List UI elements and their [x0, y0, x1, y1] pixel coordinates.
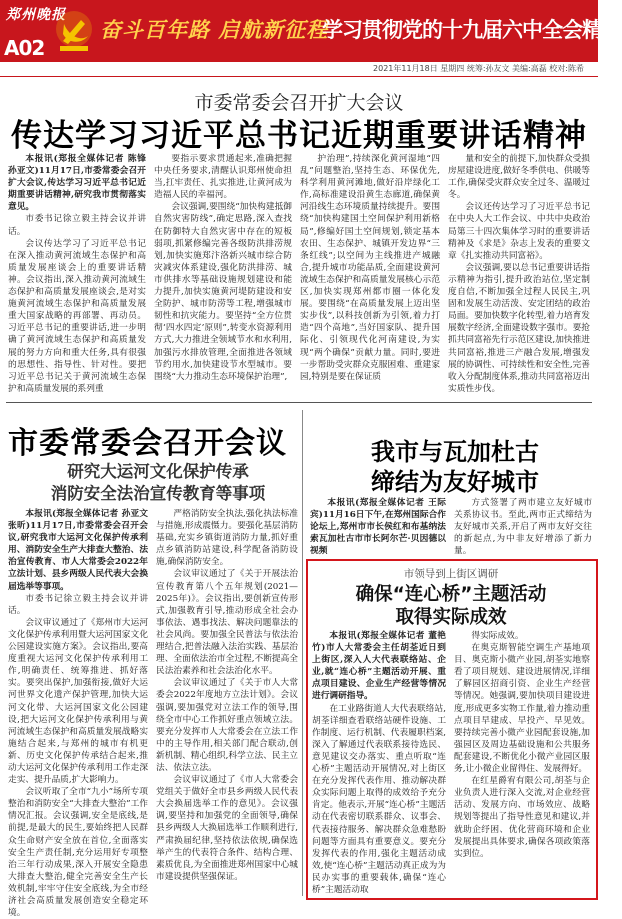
article1-paragraph: 要指示要求贯通起来,准确把握中央任务要求,清醒认识郑州使命担当,扛牢责任、扎实推进,让黄河成为造福人民的幸福河。 [154, 154, 292, 201]
article4-headline-2: 取得实际成效 [395, 607, 507, 628]
article2-paragraph: 会议审议通过了《市人大常委会党组关于做好全市县乡两级人民代表大会换届选举工作的意见》。会议强调,要坚持和加强党的全面领导,确保县乡两级人大换届选举工作顺利进行,严肃换届纪律,坚持依法依规,确保选举产生的代表符合条件、结构合理、素质优良,为全面推进郑州国家中心城市建设提供坚强保证。 [156, 775, 298, 882]
slogan-plenum: 学习贯彻党的十九届六中全会精神 [322, 18, 622, 42]
article2-subheadline-1: 研究大运河文化保护传承 [67, 462, 249, 481]
article4-paragraph: 在红星爵宥有限公司,胡荃与企业负责人进行深入交流,对企业经营活动、发展方向、市场效应、战略规划等提出了指导性意见和建议,并就助企纾困、优化营商环境和企业发展提出具体要求,确保各项政策落实到位。 [454, 776, 590, 859]
article4-column-1 [312, 630, 446, 895]
article2-paragraph: 会议审议通过了《关于开展法治宣传教育第八个五年规划(2021—2025年)》。会议指出,要创新宣传形式,加强教育引导,推动形成全社会办事依法、遇事找法、解决问题靠法的社会风尚。要加强全民普法与依法治理结合,把普法融入法治实践、基层治理、全面依法治市全过程,不断提高全民法治素养和社会法治化水平。 [156, 569, 298, 677]
article3-paragraph: 方式签署了两市建立友好城市关系协议书。至此,两市正式缔结为友好城市关系,开启了两市友好交往的新起点,为中非友好增添了新力量。 [454, 498, 592, 557]
article1-paragraph: 护治理”,持续深化黄河湿地“四乱”问题整治,坚持生态、环保优先,科学利用黄河滩地,做好沿岸绿化工作,高标准建设沿黄生态廊道,确保黄河沿线生态环境质量持续提升。要围绕“加快构建国土空间保护利用新格局”,修编好国土空间规划,锁定基本农田、生态保护、城镇开发边界“三条红线”;以空间为主线推进产城融合,提升城市功能品质,全面建设黄河流域生态保护和高质量发展核心示范区,加快实现郑州都市圈一体化发展。要围绕“在高质量发展上迈出坚实步伐”,以科技创新为引领,着力打造“四个高地”,当好国家队、提升国际化、引领现代化河南建设,为实现“两个确保”贡献力量。同时,要进一步帮助受灾群众克服困难、重建家园,特别是要在保证质 [300, 154, 440, 382]
article3-paragraph: 本报讯(郑报全媒体记者 王际宾)11月16日下午,在郑州国际合作论坛上,郑州市市长侯红和布基纳法索瓦加杜古市市长阿尔芒·贝因德以视频 [310, 498, 446, 557]
article1-headline: 传达学习习近平总书记近期重要讲话精神 [11, 118, 587, 154]
article2-paragraph: 会议听取了全市“九小”场所专项整治和消防安全“大排查大整治”工作情况汇报。会议强调,安全是底线,是前提,是最大的民生,要始终把人民群众生命财产安全放在首位,全面落实安全生产责任制,充分运用好专项整治三年行动成果,深入开展安全隐患大排查大整治,健全完善安全生产长效机制,牢牢守住安全底线,为全市经济社会高质量发展创造安全稳定环境。 [8, 787, 148, 919]
article4-paragraph: 得实际成效。 [471, 631, 524, 641]
article1-column-3 [300, 153, 440, 395]
party-emblem-icon [54, 8, 94, 54]
slogan-centenary: 奋斗百年路 启航新征程 [100, 17, 329, 42]
dateline-text: 2021年11月18日 星期四 统筹:孙友文 美编:高磊 校对:陈希 [373, 64, 584, 73]
article1-paragraph: 会议强调,要围绕“加快构建抵御自然灾害防线”,确定思路,深入查找在防御特大自然灾害中存在的短板弱项,抓紧修编完善各级防洪排涝规划,加快实施郑汴洛新兴城市综合防灾减灾体系建设,强化防洪排涝、城市供排水等基础设施规划建设和能力提升,加快实施黄河堤防建设和安全防护、城市防涝等工程,增强城市韧性和抗灾能力。要坚持“全方位贯彻‘四水四定’原则”,转变水资源利用方式,大力推进全领域节水和水利用,加强污水排放管理,全面推进各领域节约用水,加快建设节水型城市。要围绕“大力推动生态环境保护治理”, [154, 202, 292, 382]
article4-paragraph: 在奥克斯智能空调生产基地项目、奥克斯小微产业园,胡荃实地察看了项目规划、建设进展情况,详细了解园区招商引资、企业生产经营等情况。她强调,要加快项目建设进度,形成更多实物工作量,着力推动重点项目早建成、早投产、早见效。要持续完善小微产业园配套设施,加强园区及周边基础设施和公共服务配套建设,不断优化小微产业园区服务,让小微企业留得住、发展得好。 [454, 643, 590, 775]
article1-paragraph: 量和安全的前提下,加快群众受损房屋建设进度,做好冬季供电、供暖等工作,确保受灾群众安全过冬、温暖过冬。 [448, 154, 590, 201]
article1-paragraph: 会议传达学习了习近平总书记在深入推动黄河流域生态保护和高质量发展座谈会上的重要讲话精神。会议指出,深入推动黄河流域生态保护和高质量发展座谈会,是对实施黄河流域生态保护和高质量发展重大国家战略的再部署、再动员。习近平总书记的重要讲话,进一步明确了黄河流域生态保护和高质量发展的努力方向和重大任务,具有很强的思想性、指导性、针对性。要把习近平总书记关于黄河流域生态保护和高质量发展的系列重 [8, 238, 146, 394]
article4-paragraph: 在工业路街道人大代表联络站,胡荃详细查看联络站硬件设施、工作制度、运行机制、代表履职档案,深入了解通过代表联系接待选民、意见建议交办落实、重点听取“连心桥”主题活动开展情况,对上街区在充分发挥代表作用、推动解决群众实际问题上取得的成效给予充分肯定。他表示,开展“连心桥”主题活动在代表密切联系群众、议事会、代表接待服务、解决群众急难愁盼问题等方面具有重要意义。要充分发挥代表的作用,强化主题活动成效,使“连心桥”主题活动真正成为为民办实事的重要载体,确保“连心桥”主题活动取 [312, 703, 446, 895]
article2-column-1 [8, 508, 148, 919]
article2-headline: 市委常委会召开会议 [8, 426, 287, 461]
article1-paragraph: 会议还传达学习了习近平总书记在中央人大工作会议、中共中央政治局第三十四次集体学习时的重要讲话精神及《求是》杂志上发表的重要文章《扎实推动共同富裕》。 [448, 202, 590, 261]
column-divider [302, 410, 303, 896]
article2-paragraph: 会议审议通过了《郑州市大运河文化保护传承利用暨大运河国家文化公园建设实施方案》。会议指出,要高度重视大运河文化保护传承利用工作,明确责任、统筹推进、抓好落实。要突出保护,加强衔接,做好大运河世界文化遗产保护管理,加快大运河文化带、大运河国家文化公园建设,把大运河文化保护传承利用与黄河流域生态保护和高质量发展战略实施结合起来,与郑州的城市有机更新、历史文化保护传承结合起来,推动大运河文化保护传承利用工作走深走实、提升品质,扩大影响力。 [8, 617, 148, 786]
article3-headline-2: 缔结为友好城市 [371, 468, 539, 496]
article1-column-4 [448, 153, 590, 395]
article3-headline-1: 我市与瓦加杜古 [371, 438, 539, 466]
article4-paragraph: 本报讯(郑报全媒体记者 董艳竹)市人大常委会主任胡荃近日到上街区,深入人大代表联络站、企业,就“连心桥”主题活动开展、重点项目建设、企业生产经营等情况进行调研指导。 [312, 631, 446, 702]
article2-subheadline-2: 消防安全法治宣传教育等事项 [50, 484, 266, 503]
article1-paragraph: 本报讯(郑报全媒体记者 陈锋 孙亚文)11月17日,市委常委会召开扩大会议,传达学习习近平总书记近期重要讲话精神,研究我市贯彻落实意见。 [8, 154, 146, 213]
article3-column-2 [454, 497, 592, 555]
article2-paragraph: 严格消防安全执法,强化执法标准与措施,形成震慑力。要强化基层消防基础,充实乡镇街道消防力量,抓好重点乡镇消防站建设,科学配备消防设施,确保消防安全。 [156, 509, 298, 568]
article1-paragraph: 市委书记徐立毅主持会议并讲话。 [8, 214, 146, 237]
article2-paragraph: 市委书记徐立毅主持会议并讲话。 [8, 593, 148, 616]
article2-column-2 [156, 508, 298, 896]
article4-column-2 [454, 630, 590, 892]
article1-column-2 [154, 153, 292, 395]
article2-paragraph: 会议审议通过了《关于市人大常委会2022年度地方立法计划》。会议强调,要加强党对立法工作的领导,围绕全市中心工作抓好重点领域立法。要充分发挥市人大常委会在立法工作中的主导作用,相关部门配合联动,创新机制、精心组织,科学立法、民主立法、依法立法。 [156, 678, 298, 773]
article1-kicker: 市委常委会召开扩大会议 [194, 92, 404, 114]
article3-column-1 [310, 497, 446, 555]
article2-paragraph: 本报讯(郑报全媒体记者 孙亚文 张昕)11月17日,市委常委会召开会议,研究我市大运河文化保护传承利用、消防安全生产大排查大整治、法治宣传教育、市人大常委会2022年立法计划、县乡两级人民代表大会换届选举等事项。 [8, 509, 148, 592]
article1-paragraph: 会议强调,要以总书记重要讲话指示精神为指引,提升政治站位,坚定制度自信,不断加强全过程人民民主,巩固和发展生动活泼、安定团结的政治局面。要加快数字化转型,着力培育发展数字经济,全面建设数字强市。要抢抓共同富裕先行示范区建设,加快推进共同富裕,推进三产融合发展,增强发展的协调性、可持续性和安全性,完善收入分配制度体系,推动共同富裕迈出实质性步伐。 [448, 262, 590, 394]
newspaper-name: 郑州晚报 [6, 7, 66, 23]
article4-kicker: 市领导到上街区调研 [403, 568, 499, 580]
page-number: A02 [4, 36, 45, 60]
article4-headline-1: 确保“连心桥”主题活动 [355, 584, 547, 605]
section-divider [6, 402, 592, 403]
article1-column-1 [8, 153, 146, 395]
